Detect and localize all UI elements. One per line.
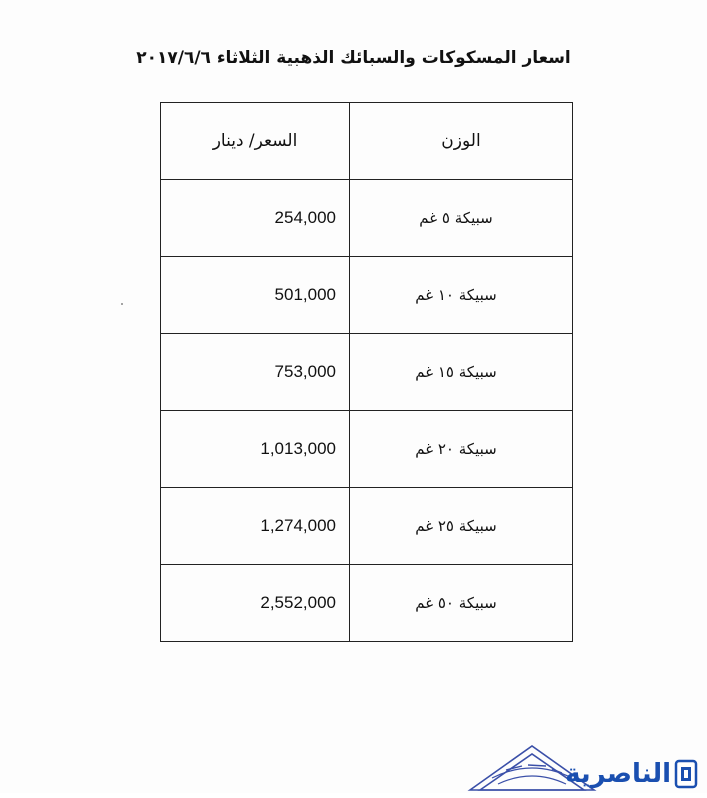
logo-emblem-icon [673,757,699,791]
table-row [161,334,573,411]
table-row [161,565,573,642]
weight-cell: سبيكة ١٥ غم [350,334,573,411]
scan-speck [121,303,123,305]
weight-cell: سبيكة ٥٠ غم [350,565,573,642]
price-cell: 501,000 [161,257,350,334]
price-cell: 753,000 [161,334,350,411]
table-row [161,488,573,565]
header-price: السعر/ دينار [161,103,350,180]
header-weight: الوزن [350,103,573,180]
weight-cell: سبيكة ٢٠ غم [350,411,573,488]
weight-cell: سبيكة ٢٥ غم [350,488,573,565]
table-header-row [161,103,573,180]
price-cell: 254,000 [161,180,350,257]
weight-cell: سبيكة ١٠ غم [350,257,573,334]
weight-cell: سبيكة ٥ غم [350,180,573,257]
table-row [161,257,573,334]
price-cell: 1,013,000 [161,411,350,488]
price-cell: 2,552,000 [161,565,350,642]
logo-text: الناصرية [565,759,671,789]
document-title: اسعار المسكوكات والسبائك الذهبية الثلاثاء ٢٠١٧/٦/٦ [136,48,571,68]
table-row [161,180,573,257]
table-row [161,411,573,488]
gold-price-table [160,102,573,642]
site-logo [565,755,699,793]
price-cell: 1,274,000 [161,488,350,565]
